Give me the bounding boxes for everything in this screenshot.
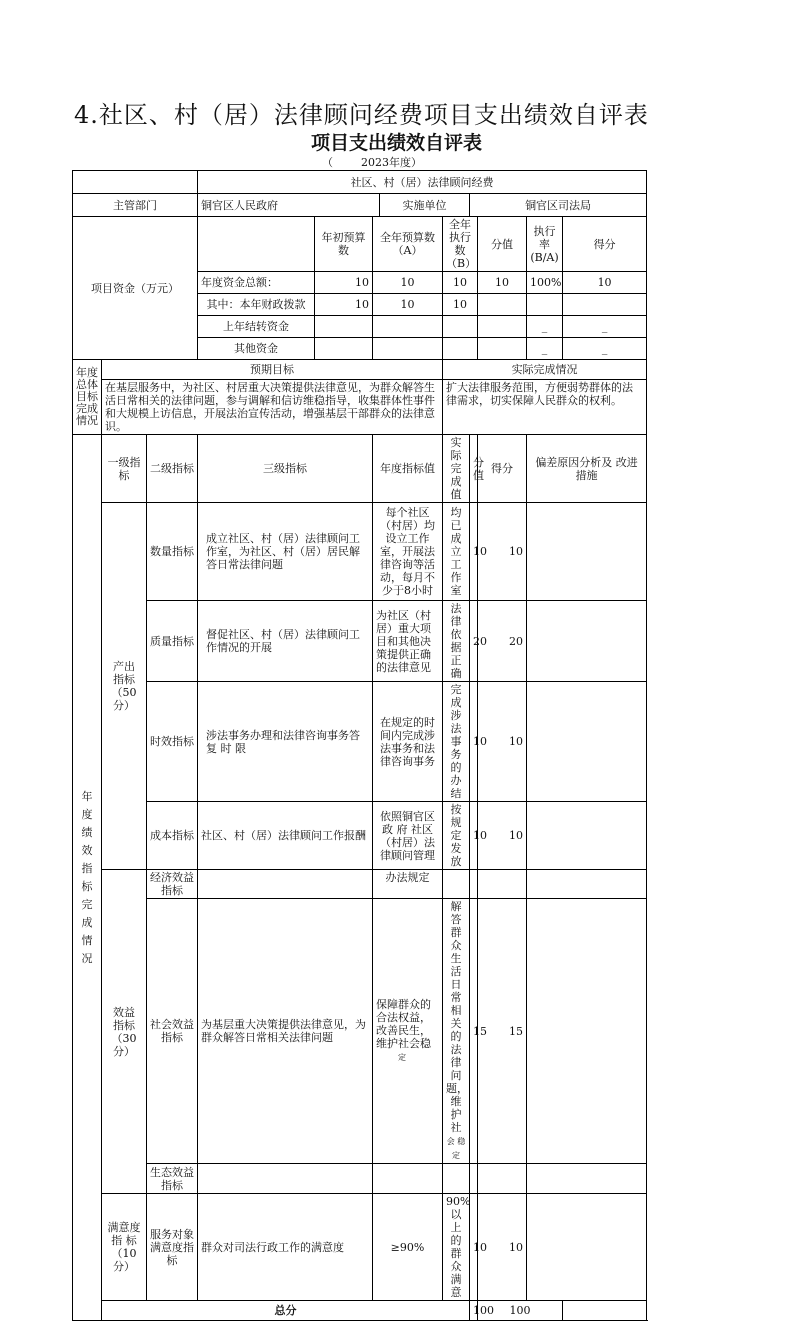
dept-label: 主管部门 <box>73 194 198 217</box>
indicator-level3: 为基层重大决策提供法律意见，为群众解答日常相关法律问题 <box>198 899 373 1164</box>
indicator-target: 在规定的时 间内完成涉 法事务和法 律咨询事务 <box>373 682 443 802</box>
funds-row-label: 其他资金 <box>198 338 315 360</box>
funds-header-got: 得分 <box>563 217 647 272</box>
indicator-score: 10 <box>470 802 478 870</box>
level1-header: 一级指标 <box>102 435 147 503</box>
funds-row-initial: 10 <box>315 294 373 316</box>
indicator-row <box>73 802 647 870</box>
funds-row-exec <box>443 338 478 360</box>
indicator-got: 10 <box>478 682 527 802</box>
funds-row-annual: 10 <box>373 294 443 316</box>
indicator-reason <box>527 1194 647 1301</box>
indicator-target: 保障群众的 合法权益，改善民生， 维护社会稳 定 <box>373 899 443 1164</box>
funds-row-got <box>563 294 647 316</box>
funds-row-score <box>478 316 527 338</box>
indicator-actual: 均已成立 工 作室 <box>443 503 470 601</box>
satisfaction-group-label: 满意度指 标（10分） <box>102 1194 147 1301</box>
funds-row-got: _ <box>563 316 647 338</box>
indicator-got: 10 <box>478 503 527 601</box>
indicator-row <box>73 899 647 1164</box>
indicator-score: 10 <box>470 1194 478 1301</box>
indicator-target: 每个社区（村居）均设立工作室，开展法律咨询等活动，每月不少于8小时 <box>373 503 443 601</box>
indicator-actual: 90%以上的群众满意 <box>443 1194 470 1301</box>
indicator-level3: 社区、村（居）法律顾问工作报酬 <box>198 802 373 870</box>
dept-value: 铜官区人民政府 <box>198 194 380 217</box>
annual-indicators-label: 年度绩效指标完成情况 <box>73 435 102 1321</box>
project-name: 社区、村（居）法律顾问经费 <box>198 171 647 194</box>
indicator-score: 15 <box>470 899 478 1164</box>
indicator-got: 10 <box>478 1194 527 1301</box>
indicator-row <box>73 503 647 601</box>
indicator-level2: 生态效益指标 <box>147 1164 198 1194</box>
funds-header-rate: 执行率(B/A) <box>527 217 563 272</box>
year-label: （ 2023年度） <box>322 156 422 169</box>
indicator-level3: 成立社区、村（居）法律顾问工作室，为社区、村（居）居民解答日常法律问题 <box>198 503 373 601</box>
indicator-level2: 经济效益指标 <box>147 870 198 899</box>
funds-row-got: 10 <box>563 272 647 294</box>
funds-label: 项目资金（万元） <box>73 217 198 360</box>
indicator-row <box>73 601 647 682</box>
indicator-level3: 督促社区、村（居）法律顾问工作情况的开展 <box>198 601 373 682</box>
funds-row-exec: 10 <box>443 272 478 294</box>
reason-header: 偏差原因分析及 改进措施 <box>527 435 647 503</box>
impl-unit-value: 铜官区司法局 <box>470 194 647 217</box>
expected-goal-header: 预期目标 <box>102 360 443 380</box>
indicator-reason <box>527 1164 647 1194</box>
score-header: 分值 <box>470 435 478 503</box>
funds-row-rate: _ <box>527 338 563 360</box>
funds-row-exec: 10 <box>443 294 478 316</box>
indicator-score: 20 <box>470 601 478 682</box>
funds-row-rate <box>527 294 563 316</box>
impl-unit-label: 实施单位 <box>380 194 470 217</box>
self-evaluation-table <box>72 170 647 1321</box>
indicator-level3 <box>198 1164 373 1194</box>
indicator-target: ≥90% <box>373 1194 443 1301</box>
funds-row-initial <box>315 338 373 360</box>
indicator-actual: 法律依据 正 确 <box>443 601 470 682</box>
funds-row-score <box>478 294 527 316</box>
indicator-score <box>470 870 478 899</box>
indicator-actual: 按规定发放 <box>443 802 470 870</box>
indicator-level2: 数量指标 <box>147 503 198 601</box>
indicator-level2: 成本指标 <box>147 802 198 870</box>
funds-row-initial: 10 <box>315 272 373 294</box>
project-name-label-cell <box>73 171 198 194</box>
indicator-actual <box>443 1164 470 1194</box>
funds-row-score <box>478 338 527 360</box>
benefit-group-label: 效益指标（30分） <box>102 870 147 1194</box>
funds-header-annual: 全年预算数（A） <box>373 217 443 272</box>
funds-row-rate: _ <box>527 316 563 338</box>
funds-row-annual <box>373 316 443 338</box>
funds-row-rate: 100% <box>527 272 563 294</box>
indicator-level2: 社会效益指标 <box>147 899 198 1164</box>
indicator-target: 办法规定 <box>373 870 443 899</box>
indicator-reason <box>527 601 647 682</box>
indicator-actual: 完成涉法事务的办结 <box>443 682 470 802</box>
funds-header-score: 分值 <box>478 217 527 272</box>
indicator-actual <box>443 870 470 899</box>
indicator-reason <box>527 682 647 802</box>
total-reason <box>563 1301 647 1321</box>
expected-goal-text: 在基层服务中，为社区、村居重大决策提供法律意见，为群众解答生活日常相关的法律问题，参与调解和信访维稳指导，收集群体性事件和大规模上访信息，开展法治宣传活动，增强基层干部群众的法律意识。 <box>102 380 443 435</box>
indicator-score: 10 <box>470 682 478 802</box>
level3-header: 三级指标 <box>198 435 373 503</box>
actual-completion-header: 实际完成情况 <box>443 360 647 380</box>
indicator-row <box>73 1194 647 1301</box>
indicator-got: 15 <box>478 899 527 1164</box>
indicator-reason <box>527 802 647 870</box>
indicator-got: 20 <box>478 601 527 682</box>
indicator-score: 10 <box>470 503 478 601</box>
funds-header-initial: 年初预算数 <box>315 217 373 272</box>
form-title: 项目支出绩效自评表 <box>310 132 482 154</box>
level2-header: 二级指标 <box>147 435 198 503</box>
total-got: 100 <box>478 1301 563 1321</box>
indicator-row <box>73 1164 647 1194</box>
funds-row-annual <box>373 338 443 360</box>
funds-header-blank <box>198 217 315 272</box>
funds-header-exec: 全年执行数（B） <box>443 217 478 272</box>
indicator-level2: 质量指标 <box>147 601 198 682</box>
funds-row-annual: 10 <box>373 272 443 294</box>
indicator-level3 <box>198 870 373 899</box>
funds-row-label: 其中：本年财政拨款 <box>198 294 315 316</box>
overall-goal-label: 年度总体目标完成情况 <box>73 360 102 435</box>
funds-row-exec <box>443 316 478 338</box>
actual-completion-text: 扩大法律服务范围，方便弱势群体的法律需求，切实保障人民群众的权利。 <box>443 380 647 435</box>
output-group-label: 产出指标（50分） <box>102 503 147 870</box>
indicator-reason <box>527 899 647 1164</box>
indicator-actual: 解答群众生活日常相关的法律问题，维护社 会 稳 定 <box>443 899 470 1164</box>
indicator-score <box>470 1164 478 1194</box>
indicator-target <box>373 1164 443 1194</box>
indicator-row <box>73 682 647 802</box>
indicator-reason <box>527 870 647 899</box>
indicator-level3: 群众对司法行政工作的满意度 <box>198 1194 373 1301</box>
indicator-target: 依照铜官区政 府 社区 （村居）法 律顾问管理 <box>373 802 443 870</box>
actual-header: 实际完成值 <box>443 435 470 503</box>
indicator-got <box>478 1164 527 1194</box>
total-label: 总分 <box>102 1301 470 1321</box>
funds-row-label: 上年结转资金 <box>198 316 315 338</box>
indicator-level2: 时效指标 <box>147 682 198 802</box>
indicator-got <box>478 870 527 899</box>
indicator-row <box>73 870 647 899</box>
funds-row-initial <box>315 316 373 338</box>
indicator-level3: 涉法事务办理和法律咨询事务答复 时 限 <box>198 682 373 802</box>
indicator-reason <box>527 503 647 601</box>
indicator-target: 为社区（村居）重大项目和其他决策提供正确的法律意见 <box>373 601 443 682</box>
funds-row-label: 年度资金总额： <box>198 272 315 294</box>
indicator-got: 10 <box>478 802 527 870</box>
indicator-level2: 服务对象满意度指标 <box>147 1194 198 1301</box>
funds-row-score: 10 <box>478 272 527 294</box>
target-header: 年度指标值 <box>373 435 443 503</box>
funds-row-got: _ <box>563 338 647 360</box>
got-header: 得分 <box>478 435 527 503</box>
total-score: 100 <box>470 1301 478 1321</box>
document-heading: 4.社区、村（居）法律顾问经费项目支出绩效自评表 <box>74 101 649 129</box>
